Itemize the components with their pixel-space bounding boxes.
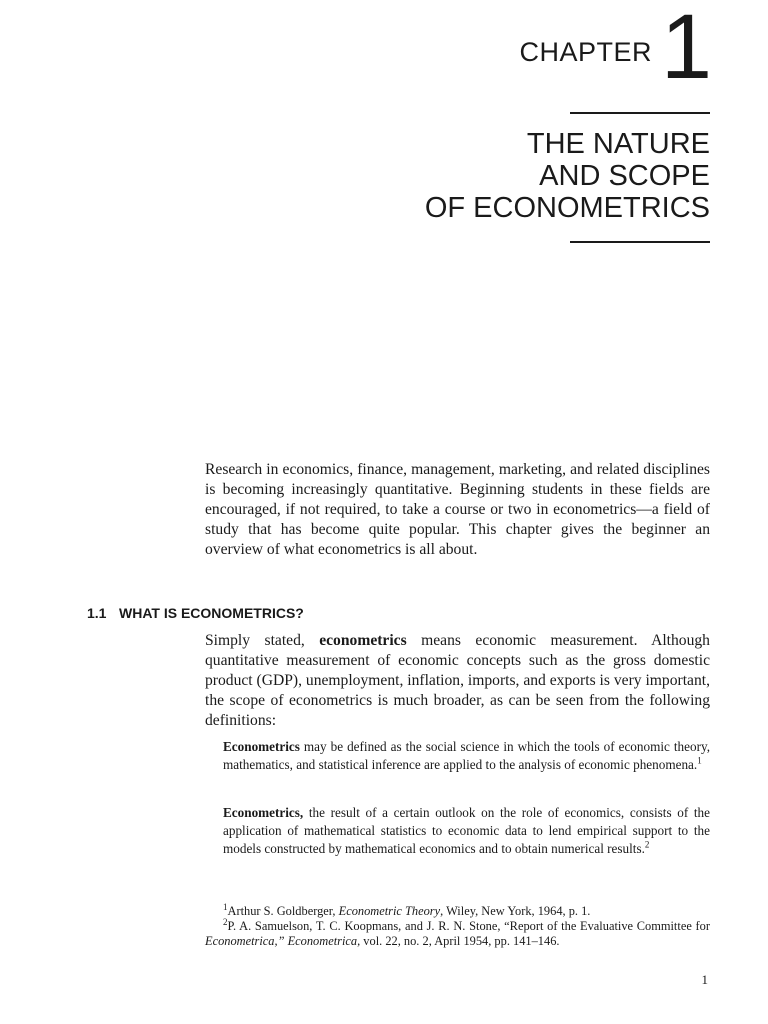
footnote-title: Econometrica,” Econometrica, xyxy=(205,934,361,948)
section-number: 1.1 xyxy=(87,605,107,621)
footnote-text: P. A. Samuelson, T. C. Koopmans, and J. R. N. Stone, “Report of the Evaluative Committee for xyxy=(227,919,710,933)
footnote-marker: 1 xyxy=(223,901,228,912)
footnote-text: , Wiley, New York, 1964, p. 1. xyxy=(440,904,591,918)
bottom-divider xyxy=(570,241,710,243)
footnotes xyxy=(205,901,710,949)
footnote-ref[interactable]: 1 xyxy=(697,755,702,766)
chapter-number: 1 xyxy=(660,0,712,98)
footnote-title: Econometric Theory xyxy=(338,904,441,918)
section-heading xyxy=(87,604,304,622)
top-divider xyxy=(570,112,710,114)
quote-term: Econometrics, xyxy=(223,805,304,820)
footnote-text: Arthur S. Goldberger, xyxy=(227,904,339,918)
definition-lead: Simply stated, xyxy=(205,632,320,649)
chapter-title xyxy=(425,128,710,224)
quote-text: may be defined as the social science in which the tools of economic theory, mathematics, and statistical inference are applied to the analysis of economic phenomena. xyxy=(223,739,710,772)
block-quote-2 xyxy=(223,804,710,858)
block-quote-1 xyxy=(223,738,710,774)
definition-term: econometrics xyxy=(319,632,407,649)
quote-term: Econometrics xyxy=(223,739,300,754)
footnote-text: vol. 22, no. 2, April 1954, pp. 141–146. xyxy=(360,934,560,948)
intro-paragraph: Research in economics, finance, management, marketing, and related disciplines is becoming increasingly quantitative. Beginning students in these fields are encouraged, if not required, to take a course or two in econometrics—a field of study that has become quite popular. This chapter gives the beginner an overview of what econometrics is all about. xyxy=(205,461,710,558)
definition-paragraph xyxy=(205,631,710,731)
chapter-label: CHAPTER xyxy=(519,37,652,67)
footnote-ref[interactable]: 2 xyxy=(644,839,650,850)
chapter-title-line-2: AND SCOPE xyxy=(539,160,710,192)
definition-body: means economic measurement. Although quantitative measurement of economic concepts such as the gross domestic product (GDP), unemployment, inflation, imports, and exports is very important, the scope of econometrics is much broader, as can be seen from the following definitions: xyxy=(205,632,710,729)
section-title: WHAT IS ECONOMETRICS? xyxy=(119,605,304,621)
footnote-2 xyxy=(205,916,710,949)
page-number: 1 xyxy=(701,972,708,987)
quote-text: the result of a certain outlook on the role of economics, consists of the application of mathematical statistics to economic data to lend empirical support to the models constructed by mathematical economics and to obtain numerical results. xyxy=(223,805,710,856)
footnote-1 xyxy=(205,901,710,919)
chapter-title-line-3: OF ECONOMETRICS xyxy=(424,192,710,224)
footnote-marker: 2 xyxy=(223,916,228,927)
chapter-title-line-1: THE NATURE xyxy=(526,128,710,160)
